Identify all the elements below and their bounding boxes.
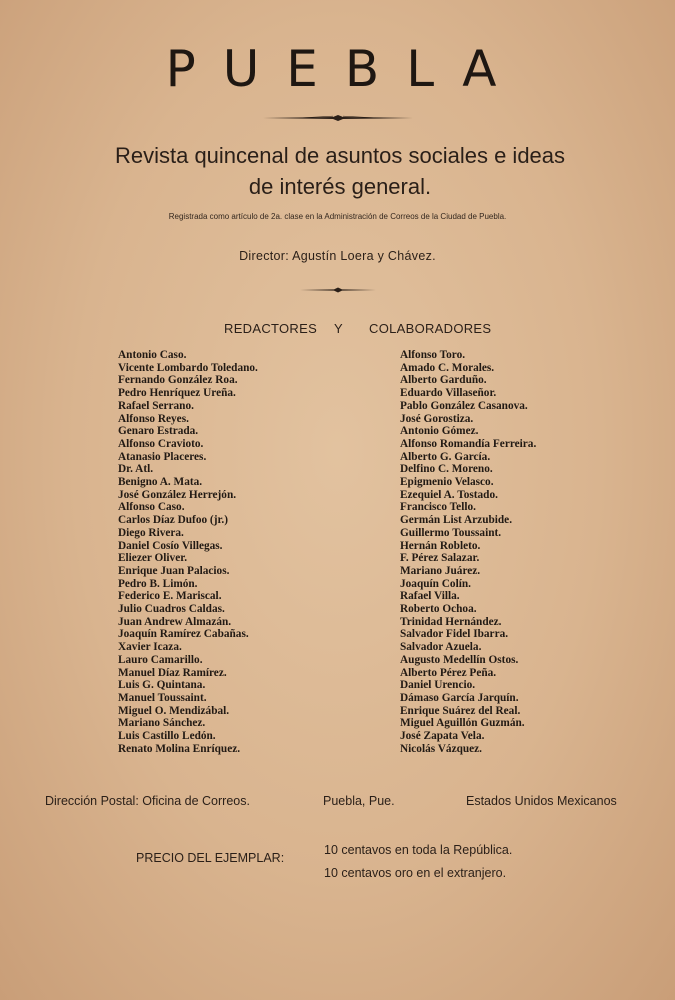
editor-name: Enrique Juan Palacios. bbox=[118, 564, 230, 577]
editor-name: Guillermo Toussaint. bbox=[400, 526, 502, 539]
editor-name: Manuel Toussaint. bbox=[118, 691, 207, 704]
subtitle-line-1: Revista quincenal de asuntos sociales e ideas bbox=[114, 143, 566, 168]
editor-name: Alberto G. García. bbox=[400, 450, 491, 463]
editor-name: Salvador Azuela. bbox=[400, 641, 482, 654]
director-line: Director: Agustín Loera y Chávez. bbox=[239, 249, 436, 263]
editor-name: Manuel Díaz Ramírez. bbox=[118, 666, 227, 679]
editor-name: Salvador Fidel Ibarra. bbox=[400, 628, 509, 641]
editor-name: Carlos Díaz Dufoo (jr.) bbox=[118, 514, 229, 527]
registration-notice: Registrada como artículo de 2a. clase en la Administración de Correos de la Ciudad de Puebla. bbox=[168, 212, 507, 221]
editor-name: Alfonso Toro. bbox=[400, 349, 466, 361]
editor-name: Mariano Sánchez. bbox=[118, 717, 206, 730]
editor-name: Fernando González Roa. bbox=[118, 374, 238, 387]
editor-name: Alberto Pérez Peña. bbox=[400, 666, 497, 679]
editor-name: Epigmenio Velasco. bbox=[400, 476, 494, 489]
title-ornament-rule bbox=[0, 110, 675, 128]
editor-name: Genaro Estrada. bbox=[118, 425, 199, 438]
magazine-subtitle bbox=[60, 140, 620, 202]
editor-name: Lauro Camarillo. bbox=[118, 653, 203, 666]
editor-name: Trinidad Hernández. bbox=[400, 615, 502, 628]
editors-list-right bbox=[400, 349, 536, 756]
editor-name: Rafael Villa. bbox=[400, 590, 460, 603]
editor-name: Renato Molina Enríquez. bbox=[118, 742, 241, 755]
editor-name: Rafael Serrano. bbox=[118, 399, 194, 412]
postal-country: Estados Unidos Mexicanos bbox=[466, 794, 617, 808]
editor-name: Roberto Ochoa. bbox=[400, 603, 477, 616]
editor-name: Joaquín Colín. bbox=[400, 577, 471, 590]
editor-name: Alfonso Caso. bbox=[118, 501, 185, 514]
heading-conjunction: Y bbox=[334, 321, 343, 336]
heading-redactores: REDACTORES bbox=[224, 321, 318, 336]
editor-name: Dr. Atl. bbox=[118, 463, 154, 476]
editor-name: Pedro Henríquez Ureña. bbox=[118, 387, 236, 400]
editor-name: Nicolás Vázquez. bbox=[400, 742, 483, 755]
editor-name: Miguel Aguillón Guzmán. bbox=[400, 717, 525, 730]
editor-name: Alberto Garduño. bbox=[400, 374, 487, 387]
editor-name: Antonio Caso. bbox=[118, 349, 187, 361]
editor-name: Daniel Cosío Villegas. bbox=[118, 539, 223, 552]
postal-label: Dirección Postal: Oficina de Correos. bbox=[45, 794, 250, 808]
price-foreign: 10 centavos oro en el extranjero. bbox=[324, 866, 507, 880]
editor-name: Enrique Suárez del Real. bbox=[400, 704, 521, 717]
editor-name: Joaquín Ramírez Cabañas. bbox=[118, 628, 249, 641]
editor-name: Luis G. Quintana. bbox=[118, 679, 206, 692]
editor-name: Francisco Tello. bbox=[400, 501, 476, 514]
editor-name: Alfonso Romandía Ferreira. bbox=[400, 437, 537, 450]
section-ornament-rule bbox=[0, 282, 675, 300]
editor-name: Vicente Lombardo Toledano. bbox=[118, 361, 258, 374]
editor-name: Xavier Icaza. bbox=[118, 641, 182, 654]
editor-name: Antonio Gómez. bbox=[400, 425, 479, 438]
editor-name: Amado C. Morales. bbox=[400, 361, 495, 374]
editor-name: Delfino C. Moreno. bbox=[400, 463, 493, 476]
editor-name: Augusto Medellín Ostos. bbox=[400, 653, 519, 666]
editor-name: Mariano Juárez. bbox=[400, 564, 481, 577]
editor-name: Eduardo Villaseñor. bbox=[400, 387, 497, 400]
editor-name: Alfonso Reyes. bbox=[118, 412, 189, 425]
price-domestic: 10 centavos en toda la República. bbox=[324, 843, 513, 857]
editor-name: Daniel Urencio. bbox=[400, 679, 476, 692]
heading-colaboradores: COLABORADORES bbox=[369, 321, 492, 336]
editor-name: Pedro B. Limón. bbox=[118, 577, 198, 590]
editor-name: Eliezer Oliver. bbox=[118, 552, 188, 565]
editor-name: José González Herrejón. bbox=[118, 488, 237, 501]
editor-name: Benigno A. Mata. bbox=[118, 476, 203, 489]
editor-name: Juan Andrew Almazán. bbox=[118, 615, 232, 628]
editor-name: Miguel O. Mendizábal. bbox=[118, 704, 230, 717]
editor-name: Julio Cuadros Caldas. bbox=[118, 603, 225, 616]
editor-name: Luis Castillo Ledón. bbox=[118, 730, 216, 743]
editor-name: Dámaso García Jarquín. bbox=[400, 691, 519, 704]
editor-name: Ezequiel A. Tostado. bbox=[400, 488, 498, 501]
editor-name: Atanasio Placeres. bbox=[118, 450, 207, 463]
editor-name: Federico E. Mariscal. bbox=[118, 590, 222, 603]
editor-name: Hernán Robleto. bbox=[400, 539, 481, 552]
subtitle-line-2: de interés general. bbox=[248, 174, 432, 199]
postal-city: Puebla, Pue. bbox=[323, 794, 395, 808]
editor-name: Diego Rivera. bbox=[118, 526, 184, 539]
editor-name: Germán List Arzubide. bbox=[400, 514, 513, 527]
editor-name: Alfonso Cravioto. bbox=[118, 437, 204, 450]
editors-list-left bbox=[118, 349, 258, 756]
editor-name: Pablo González Casanova. bbox=[400, 399, 528, 412]
editor-name: José Gorostiza. bbox=[400, 412, 474, 425]
price-label: PRECIO DEL EJEMPLAR: bbox=[136, 851, 285, 865]
magazine-title: PUEBLA bbox=[165, 40, 524, 98]
editor-name: F. Pérez Salazar. bbox=[400, 552, 480, 565]
editor-name: José Zapata Vela. bbox=[400, 730, 485, 743]
